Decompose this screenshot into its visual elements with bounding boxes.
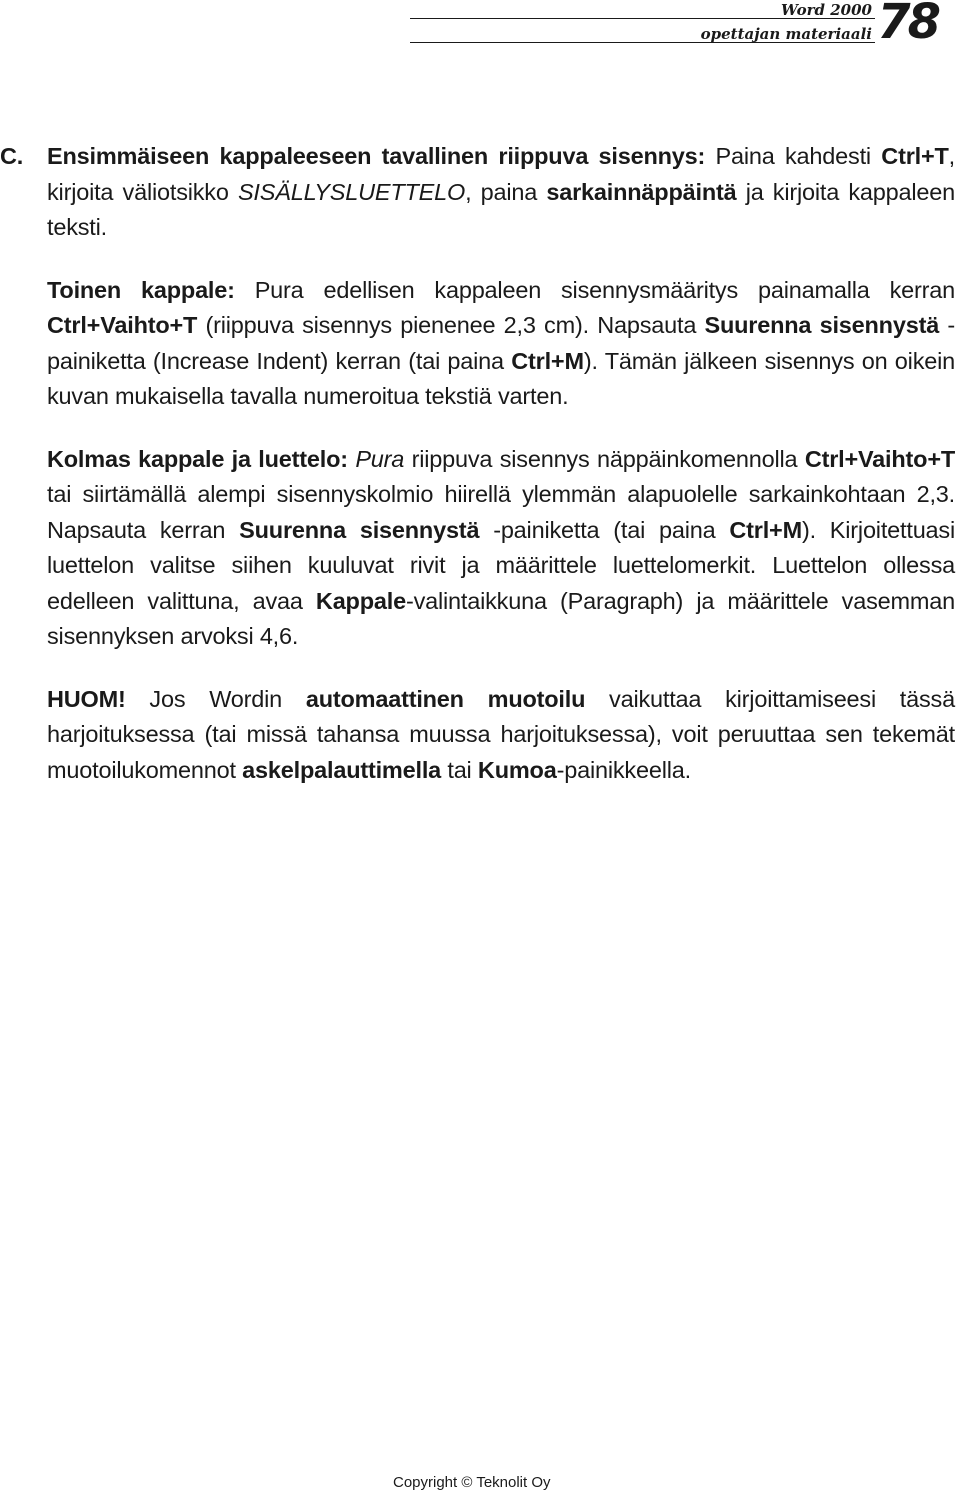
text-run: Pura edellisen kappaleen sisennysmääritys painamalla kerran bbox=[234, 276, 955, 303]
text-run: Jos Wordin bbox=[125, 685, 306, 712]
key-term: Ctrl+T bbox=[881, 143, 949, 169]
page-number: 78 bbox=[877, 0, 938, 50]
text-run: tai siirtämällä alempi sisennyskolmio hiirellä ylemmän alapuolelle sarkainkohtaan 2,3. Napsauta kerran bbox=[47, 481, 955, 543]
text-run: -painikkeella. bbox=[556, 756, 691, 783]
key-term: Ctrl+M bbox=[729, 516, 802, 543]
key-term: Kappale bbox=[315, 587, 406, 614]
text-run: -valintaikkuna (Paragraph) ja määrittele vasemman sisennyksen arvoksi 4,6. bbox=[47, 587, 956, 649]
text-run: tai bbox=[441, 756, 478, 783]
text-run: Paina kahdesti bbox=[705, 143, 882, 169]
text-run: -painiketta (tai paina bbox=[479, 516, 730, 543]
section-c-heading: Ensimmäiseen kappaleeseen tavallinen riippuva sisennys: bbox=[47, 143, 706, 169]
section-letter: C. bbox=[0, 143, 24, 169]
header-title-line1: Word 2000 bbox=[781, 1, 872, 19]
key-term: Kumoa bbox=[477, 756, 557, 783]
key-term: Suurenna sisennystä bbox=[704, 312, 940, 338]
third-paragraph bbox=[47, 442, 955, 655]
header-title-line2: opettajan materiaali bbox=[700, 25, 872, 43]
key-term: Suurenna sisennystä bbox=[239, 516, 480, 543]
key-term: askelpalauttimella bbox=[242, 756, 442, 783]
italic-term: SISÄLLYSLUETTELO bbox=[237, 178, 466, 205]
key-term: Ctrl+Vaihto+T bbox=[804, 445, 955, 472]
text-run: ja kirjoita kappaleen teksti. bbox=[47, 178, 955, 240]
text-run: ). Tämän jälkeen sisennys on oikein kuvan mukaisella tavalla numeroitua tekstiä varten. bbox=[47, 347, 956, 409]
copyright-text: Copyright © Teknolit Oy bbox=[393, 1474, 551, 1491]
section-c-paragraph bbox=[0, 139, 955, 246]
italic-term: Pura bbox=[355, 445, 405, 472]
note-paragraph bbox=[47, 682, 955, 789]
text-run: , kirjoita väliotsikko bbox=[47, 143, 955, 205]
text-run: -painiketta (Increase Indent) kerran (tai paina bbox=[47, 312, 955, 374]
key-term: automaattinen muotoilu bbox=[305, 685, 586, 712]
document-body bbox=[0, 139, 956, 815]
para2-heading: Toinen kappale: bbox=[47, 276, 235, 303]
key-term: sarkainnäppäintä bbox=[546, 178, 737, 205]
text-run: (riippuva sisennys pienenee 2,3 cm). Napsauta bbox=[197, 312, 705, 338]
para3-heading: Kolmas kappale ja luettelo: bbox=[47, 445, 348, 472]
text-run: ). Kirjoitettuasi luettelon valitse siihen kuuluvat rivit ja määrittele luettelomerkit. Luettelon ollessa edelleen valittuna, avaa bbox=[47, 516, 955, 614]
key-term: Ctrl+Vaihto+T bbox=[47, 312, 198, 338]
text-run: vaikuttaa kirjoittamiseesi tässä harjoituksessa (tai missä tahansa muussa harjoituksessa), voit peruuttaa sen tekemät muotoilukomennot bbox=[47, 685, 955, 783]
note-heading: HUOM! bbox=[47, 685, 126, 712]
second-paragraph bbox=[47, 273, 955, 415]
text-run: , paina bbox=[465, 178, 547, 205]
page-header bbox=[0, 0, 960, 60]
key-term: Ctrl+M bbox=[511, 347, 584, 374]
text-run: riippuva sisennys näppäinkomennolla bbox=[404, 445, 805, 472]
header-title bbox=[701, 0, 872, 45]
